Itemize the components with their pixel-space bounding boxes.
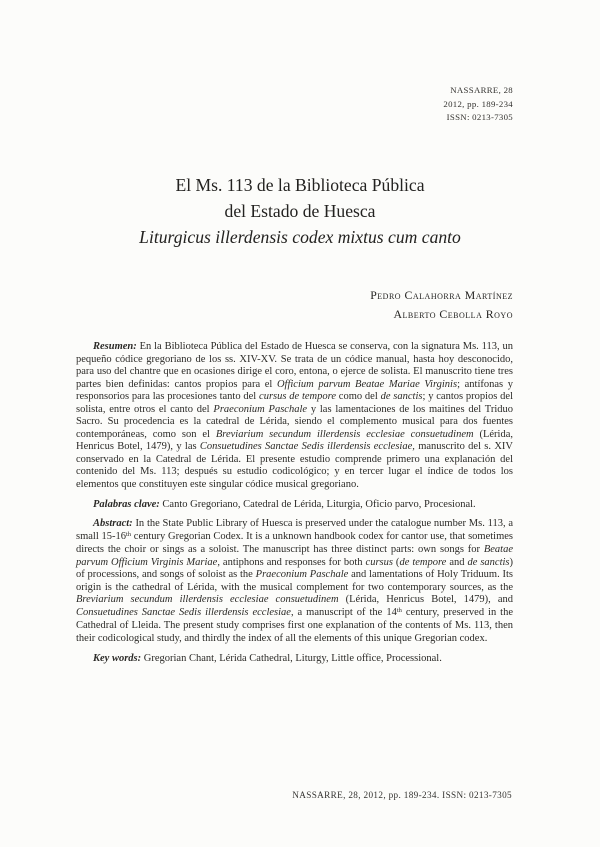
article-title-block xyxy=(60,173,540,250)
keywords-es-paragraph: Palabras clave: Canto Gregoriano, Catedral de Lérida, Liturgia, Oficio parvo, Procesional. xyxy=(93,498,476,510)
author-name-1: Pedro Calahorra Martínez xyxy=(370,288,513,302)
masthead-line-year-pages: 2012, pp. 189-234 xyxy=(443,98,513,109)
abstract-en-paragraph: Abstract: In the State Public Library of Huesca is preserved under the catalogue number Ms. 113, a small 15-16th century Gregorian Codex. It is a unknown handbook codex for cantor use, that sometimes directs the choir or sings as a soloist. The manuscript has three distinct parts: own songs for Beatae parvum Officium Virginis Mariae, antiphons and responses for both cursus (de tempore and de sanctis) of processions, and songs of soloist as the Praeconium Paschale and lamentations of Holy Triduum. Its origin is the cathedral of Lérida, with the musical complement for two contemporary sources, as the Breviarium secundum illerdensis ecclesiae consuetudinem (Lérida, Henricus Botel, 1479), and Consuetudines Sanctae Sedis illerdensis ecclesiae, a manuscript of the 14th century, preserved in the Cathedral of Lleida. The present study comprises first one explanation of the contents of Ms. 113, then their codicological study, and thirdly the index of all the elements of this unique Gregorian codex. xyxy=(76,518,514,645)
journal-masthead xyxy=(443,84,513,125)
article-subtitle-latin: Liturgicus illerdensis codex mixtus cum canto xyxy=(139,226,461,247)
masthead-line-issn: ISSN: 0213-7305 xyxy=(446,112,513,122)
abstracts-column xyxy=(76,341,513,665)
keywords-en-paragraph: Key words: Gregorian Chant, Lérida Cathedral, Liturgy, Little office, Processional. xyxy=(93,652,442,664)
authors-block xyxy=(370,286,513,323)
author-name-2: Alberto Cebolla Royo xyxy=(393,306,513,321)
abstract-es-paragraph: Resumen: En la Biblioteca Pública del Estado de Huesca se conserva, con la signatura Ms. 113, un pequeño códice gregoriano de los ss. XIV-XV. Se trata de un códice manual, hasta hoy desconocido, para uso del chantre que en ocasiones dirige el coro, entona, o ejerce de solista. El manuscrito tiene tres partes bien definidas: cantos propios para el Officium parvum Beatae Mariae Virginis; antífonas y responsorios para las procesiones tanto del cursus de tempore como del de sanctis; y cantos propios del solista, entre otros el canto del Praeconium Paschale y las lamentaciones de los maitines del Triduo Sacro. Su procedencia es la catedral de Lérida, siendo el complemento musical para dos fuentes contemporáneas, como son el Breviarium secundum illerdensis ecclesiae consuetudinem (Lérida, Henricus Botel, 1479), y las Consuetudines Sanctae Sedis illerdensis ecclesiae, manuscrito del s. XIV conservado en la Catedral de Lérida. El presente estudio comprende primero una explanación del contenido del Ms. 113; después su estudio codicológico; y en tercer lugar el índice de todos los elementos que constituyen este singular códice musical gregoriano. xyxy=(76,341,514,491)
footer-citation: NASSARRE, 28, 2012, pp. 189-234. ISSN: 0213-7305 xyxy=(292,790,512,800)
article-title-line2: del Estado de Huesca xyxy=(224,200,376,221)
masthead-line-journal: NASSARRE, 28 xyxy=(450,85,513,95)
article-title-line1: El Ms. 113 de la Biblioteca Pública xyxy=(175,175,425,195)
